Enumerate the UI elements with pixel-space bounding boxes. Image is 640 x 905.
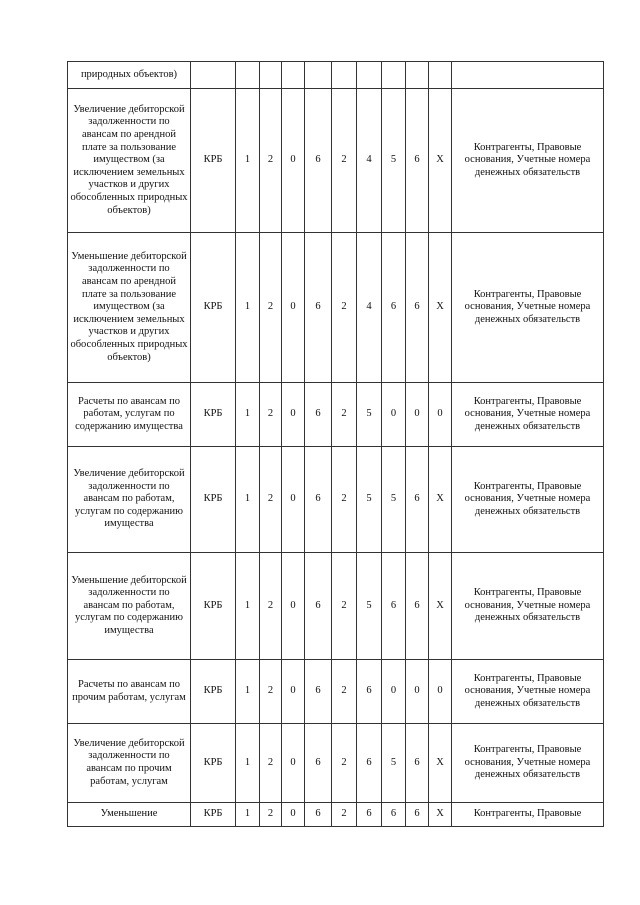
table-row [68,89,604,233]
account-digit-cell: 5 [357,447,382,553]
account-digit-cell: 2 [332,89,357,233]
account-name-cell: Уменьшение дебиторской задолженности по авансам по работам, услугам по содержанию имущества [68,553,191,660]
analytics-cell: Контрагенты, Правовые основания, Учетные номера денежных обязательств [452,553,604,660]
account-digit-cell: 0 [429,383,452,447]
table-row [68,383,604,447]
account-digit-cell: 0 [282,89,305,233]
account-digit-cell: 0 [282,553,305,660]
analytics-cell: Контрагенты, Правовые основания, Учетные номера денежных обязательств [452,233,604,383]
account-digit-cell: 0 [406,660,429,724]
account-digit-cell: 1 [236,724,260,803]
account-digit-cell: 6 [382,553,406,660]
account-digit-cell: 5 [382,89,406,233]
table-row [68,447,604,553]
account-digit-cell: 4 [357,233,382,383]
accounts-table [67,61,604,827]
account-digit-cell: 2 [260,89,282,233]
account-digit-cell: 2 [260,383,282,447]
account-digit-cell: X [429,803,452,827]
account-digit-cell: 1 [236,383,260,447]
account-digit-cell: 2 [260,447,282,553]
analytics-cell: Контрагенты, Правовые основания, Учетные номера денежных обязательств [452,724,604,803]
account-digit-cell: 2 [332,447,357,553]
krb-cell [191,62,236,89]
account-digit-cell [260,62,282,89]
account-digit-cell: 2 [260,233,282,383]
krb-cell: КРБ [191,233,236,383]
analytics-cell: Контрагенты, Правовые основания, Учетные номера денежных обязательств [452,660,604,724]
account-digit-cell [236,62,260,89]
account-digit-cell: 2 [332,233,357,383]
analytics-cell: Контрагенты, Правовые основания, Учетные номера денежных обязательств [452,89,604,233]
account-name-cell: Увеличение дебиторской задолженности по авансам по работам, услугам по содержанию имущества [68,447,191,553]
account-digit-cell: 5 [357,383,382,447]
account-name-cell: природных объектов) [68,62,191,89]
krb-cell: КРБ [191,660,236,724]
account-digit-cell: 2 [332,803,357,827]
account-digit-cell: 0 [282,803,305,827]
krb-cell: КРБ [191,447,236,553]
account-digit-cell: 2 [260,660,282,724]
analytics-cell: Контрагенты, Правовые [452,803,604,827]
account-digit-cell: 5 [382,724,406,803]
account-digit-cell: 6 [305,724,332,803]
account-digit-cell: 0 [406,383,429,447]
account-digit-cell: 6 [357,803,382,827]
account-digit-cell: 2 [260,724,282,803]
account-name-cell: Увеличение дебиторской задолженности по авансам по арендной плате за пользование имуществом (за исключением земельных участков и других обособленных природных объектов) [68,89,191,233]
account-digit-cell [429,62,452,89]
table-row [68,553,604,660]
account-digit-cell: 6 [406,89,429,233]
account-digit-cell: 1 [236,553,260,660]
account-digit-cell [406,62,429,89]
account-digit-cell: 1 [236,89,260,233]
account-digit-cell: 1 [236,660,260,724]
account-digit-cell: X [429,553,452,660]
account-digit-cell: 6 [305,803,332,827]
account-name-cell: Уменьшение [68,803,191,827]
krb-cell: КРБ [191,89,236,233]
account-digit-cell: 2 [332,660,357,724]
account-digit-cell: 1 [236,233,260,383]
table-row [68,233,604,383]
account-name-cell: Увеличение дебиторской задолженности по авансам по прочим работам, услугам [68,724,191,803]
analytics-cell: Контрагенты, Правовые основания, Учетные номера денежных обязательств [452,447,604,553]
account-digit-cell: 6 [305,89,332,233]
account-digit-cell: 0 [382,660,406,724]
account-digit-cell: X [429,233,452,383]
account-digit-cell: 2 [332,383,357,447]
account-digit-cell: 6 [406,447,429,553]
account-digit-cell: 6 [406,553,429,660]
account-digit-cell: 6 [305,383,332,447]
account-digit-cell: X [429,724,452,803]
table-row [68,660,604,724]
account-digit-cell: 6 [406,724,429,803]
krb-cell: КРБ [191,553,236,660]
account-digit-cell: 6 [406,233,429,383]
account-digit-cell: 4 [357,89,382,233]
account-digit-cell: 6 [305,660,332,724]
account-digit-cell: 0 [429,660,452,724]
account-digit-cell: 6 [382,803,406,827]
account-digit-cell: 1 [236,447,260,553]
account-name-cell: Расчеты по авансам по прочим работам, услугам [68,660,191,724]
account-name-cell: Уменьшение дебиторской задолженности по авансам по арендной плате за пользование имуществом (за исключением земельных участков и других обособленных природных объектов) [68,233,191,383]
account-digit-cell: 5 [382,447,406,553]
account-digit-cell: 0 [282,383,305,447]
account-digit-cell: 0 [282,724,305,803]
account-digit-cell: X [429,447,452,553]
account-digit-cell: 6 [406,803,429,827]
account-digit-cell: 0 [382,383,406,447]
account-digit-cell [332,62,357,89]
account-digit-cell: 2 [332,724,357,803]
account-digit-cell: 0 [282,233,305,383]
account-digit-cell: 6 [305,233,332,383]
account-digit-cell: 2 [332,553,357,660]
account-digit-cell: 0 [282,660,305,724]
account-digit-cell [282,62,305,89]
account-digit-cell [357,62,382,89]
analytics-cell [452,62,604,89]
account-digit-cell: 6 [305,447,332,553]
account-digit-cell: 6 [357,660,382,724]
analytics-cell: Контрагенты, Правовые основания, Учетные номера денежных обязательств [452,383,604,447]
krb-cell: КРБ [191,724,236,803]
account-digit-cell: 6 [382,233,406,383]
krb-cell: КРБ [191,803,236,827]
table-row [68,724,604,803]
table-row [68,62,604,89]
account-digit-cell: 2 [260,553,282,660]
krb-cell: КРБ [191,383,236,447]
account-digit-cell: 6 [357,724,382,803]
account-digit-cell: 5 [357,553,382,660]
account-digit-cell [382,62,406,89]
account-digit-cell: 1 [236,803,260,827]
account-name-cell: Расчеты по авансам по работам, услугам по содержанию имущества [68,383,191,447]
account-digit-cell: 2 [260,803,282,827]
account-digit-cell: 6 [305,553,332,660]
account-digit-cell [305,62,332,89]
account-digit-cell: X [429,89,452,233]
account-digit-cell: 0 [282,447,305,553]
table-row [68,803,604,827]
